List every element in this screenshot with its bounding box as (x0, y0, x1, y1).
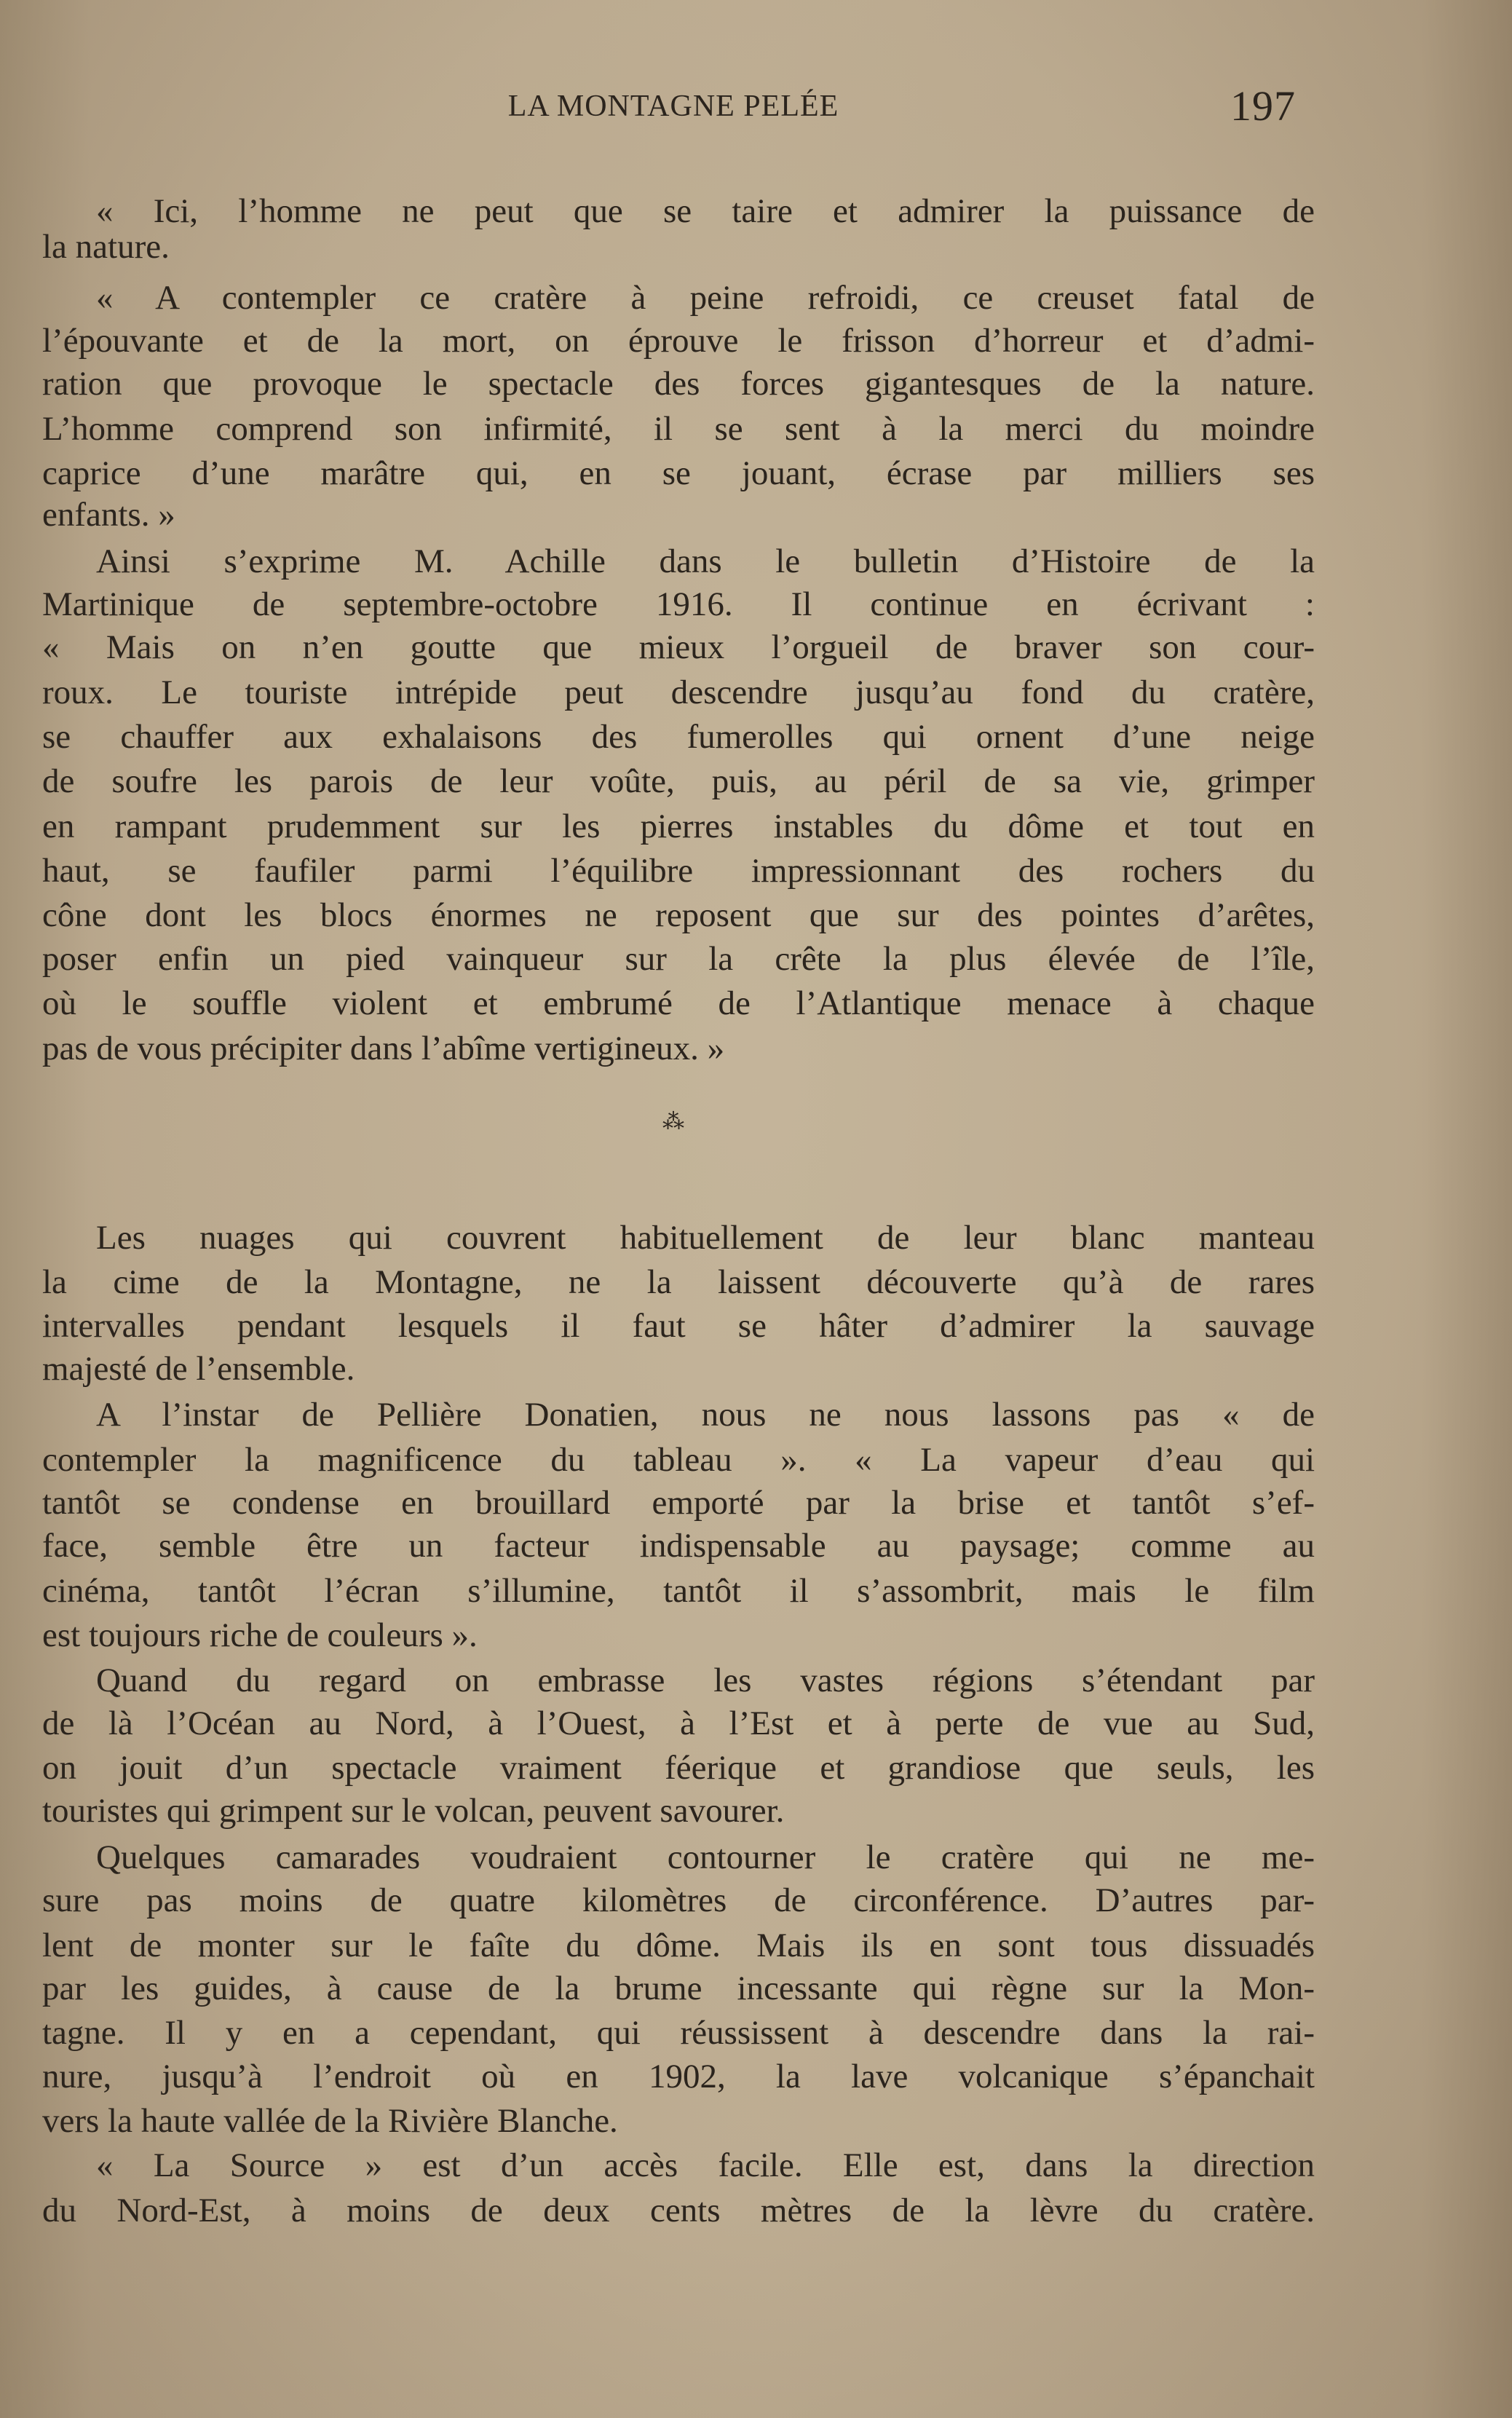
asterism-separator: ⁂ (662, 1110, 684, 1134)
text-line: on jouit d’un spectacle vraiment féerique et grandiose que seuls, les (42, 1749, 1315, 1787)
text-line: est toujours riche de couleurs ». (42, 1616, 478, 1655)
text-line: Martinique de septembre-octobre 1916. Il continue en écrivant : (42, 585, 1315, 623)
text-line: Les nuages qui couvrent habituellement de leur blanc manteau (96, 1218, 1315, 1257)
text-line: touristes qui grimpent sur le volcan, peuvent savourer. (42, 1792, 785, 1830)
text-line: L’homme comprend son infirmité, il se sent à la merci du moindre (42, 409, 1315, 448)
text-line: « Ici, l’homme ne peut que se taire et admirer la puissance de (96, 192, 1315, 231)
text-line: majesté de l’ensemble. (42, 1349, 355, 1388)
text-line: se chauffer aux exhalaisons des fumerolles qui ornent d’une neige (42, 717, 1315, 756)
text-line: « A contempler ce cratère à peine refroidi, ce creuset fatal de (96, 278, 1315, 317)
text-line: ration que provoque le spectacle des forces gigantesques de la nature. (42, 365, 1315, 403)
text-line: enfants. » (42, 496, 175, 534)
text-line: Ainsi s’exprime M. Achille dans le bulletin d’Histoire de la (96, 542, 1315, 580)
text-line: en rampant prudemment sur les pierres instables du dôme et tout en (42, 807, 1315, 845)
text-line: Quand du regard on embrasse les vastes régions s’étendant par (96, 1661, 1315, 1699)
text-line: lent de monter sur le faîte du dôme. Mais ils en sont tous dissuadés (42, 1926, 1315, 1964)
text-line: poser enfin un pied vainqueur sur la crête la plus élevée de l’île, (42, 939, 1315, 978)
text-line: roux. Le touriste intrépide peut descendre jusqu’au fond du cratère, (42, 673, 1315, 711)
text-line: Quelques camarades voudraient contourner le cratère qui ne me- (96, 1838, 1315, 1876)
text-line: la cime de la Montagne, ne la laissent découverte qu’à de rares (42, 1263, 1315, 1302)
text-line: contempler la magnificence du tableau ». « La vapeur d’eau qui (42, 1440, 1315, 1479)
text-line: pas de vous précipiter dans l’abîme vertigineux. » (42, 1029, 725, 1067)
text-line: sure pas moins de quatre kilomètres de circonférence. D’autres par- (42, 1881, 1315, 1920)
text-line: intervalles pendant lesquels il faut se hâter d’admirer la sauvage (42, 1306, 1315, 1345)
text-line: par les guides, à cause de la brume incessante qui règne sur la Mon- (42, 1969, 1315, 2007)
text-line: nure, jusqu’à l’endroit où en 1902, la lave volcanique s’épanchait (42, 2057, 1315, 2095)
running-title: LA MONTAGNE PELÉE (507, 90, 839, 123)
text-line: tantôt se condense en brouillard emporté par la brise et tantôt s’ef- (42, 1484, 1315, 1522)
text-line: où le souffle violent et embrumé de l’Atlantique menace à chaque (42, 984, 1315, 1023)
text-line: cinéma, tantôt l’écran s’illumine, tantôt il s’assombrit, mais le film (42, 1571, 1315, 1610)
text-line: haut, se faufiler parmi l’équilibre impressionnant des rochers du (42, 852, 1315, 890)
text-line: « Mais on n’en goutte que mieux l’orgueil de braver son cour- (42, 628, 1315, 667)
text-line: face, semble être un facteur indispensable au paysage; comme au (42, 1527, 1315, 1565)
text-line: vers la haute vallée de la Rivière Blanche. (42, 2101, 618, 2140)
text-line: caprice d’une marâtre qui, en se jouant, écrase par milliers ses (42, 454, 1315, 492)
text-line: du Nord-Est, à moins de deux cents mètres de la lèvre du cratère. (42, 2191, 1315, 2229)
text-line: de soufre les parois de leur voûte, puis, au péril de sa vie, grimper (42, 762, 1315, 801)
text-line: de là l’Océan au Nord, à l’Ouest, à l’Est et à perte de vue au Sud, (42, 1704, 1315, 1742)
text-line: tagne. Il y en a cependant, qui réussissent à descendre dans la rai- (42, 2014, 1315, 2052)
text-line: l’épouvante et de la mort, on éprouve le frisson d’horreur et d’admi- (42, 321, 1315, 360)
text-line: la nature. (42, 227, 170, 266)
text-line: A l’instar de Pellière Donatien, nous ne nous lassons pas « de (96, 1396, 1315, 1434)
text-line: « La Source » est d’un accès facile. Elle est, dans la direction (96, 2146, 1315, 2185)
page-number: 197 (1230, 82, 1296, 130)
text-line: cône dont les blocs énormes ne reposent que sur des pointes d’arêtes, (42, 896, 1315, 935)
